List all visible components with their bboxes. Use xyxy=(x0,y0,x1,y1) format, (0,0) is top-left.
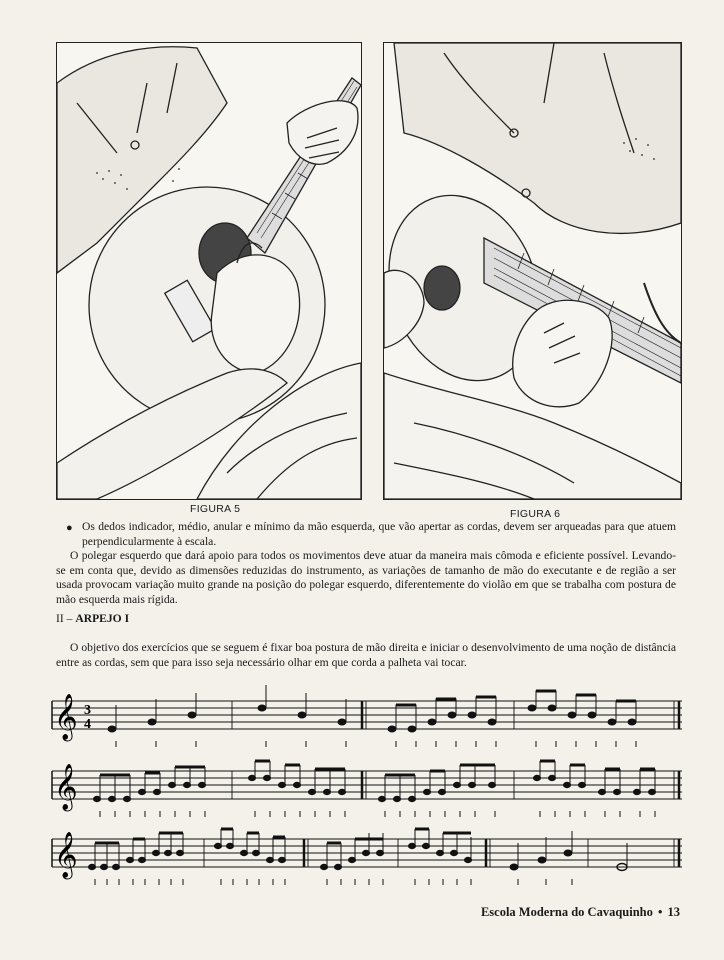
treble-clef-icon: 𝄞 xyxy=(54,832,78,878)
page-number: 13 xyxy=(667,905,680,919)
section-title: ARPEJO I xyxy=(75,612,130,625)
staff-2 xyxy=(52,755,682,825)
page-footer xyxy=(481,905,680,920)
music-staff-3 xyxy=(52,823,682,893)
guitar-hands-illustration-6 xyxy=(384,43,681,499)
staff-1 xyxy=(52,685,682,755)
paragraph-left-thumb: O polegar esquerdo que dará apoio para todos os movimentos deve atuar da maneira mais cômoda e eficiente possível. Levando-se em conta que, devido as dimensões reduzidas do instrumento, as variações de tamanho de mão do executante e de região a ser usada provocam variação muito grande na posição do polegar esquerdo, diferentemente do violão em que se trabalha com postura de mão esquerda mais rígida. xyxy=(56,549,676,606)
figure-6-caption: FIGURA 6 xyxy=(510,508,561,520)
bullet-paragraph xyxy=(56,520,676,549)
section-number: II – xyxy=(56,612,73,625)
time-signature-top: 3 xyxy=(84,703,91,718)
paragraph-objective: O objetivo dos exercícios que se seguem é fixar boa postura de mão direita e iniciar o desenvolvimento de uma noção de distância entre as cordas, sem que para isso seja necessário olhar em que corda a palheta vai tocar. xyxy=(56,641,676,669)
section-heading xyxy=(56,612,129,625)
book-title: Escola Moderna do Cavaquinho xyxy=(480,905,653,919)
music-staff-1 xyxy=(52,685,682,755)
time-signature-bottom: 4 xyxy=(84,717,91,732)
music-staff-2 xyxy=(52,755,682,825)
treble-clef-icon: 𝄞 xyxy=(54,694,78,740)
footer-bullet-icon: • xyxy=(657,905,663,919)
figure-5-caption: FIGURA 5 xyxy=(190,503,241,515)
figure-6 xyxy=(383,42,682,500)
guitar-hands-illustration-5 xyxy=(57,43,361,499)
bullet-dot-icon: ● xyxy=(66,522,73,534)
figure-5 xyxy=(56,42,362,500)
bullet-text: Os dedos indicador, médio, anular e mínimo da mão esquerda, que vão apertar as cordas, devem ser arqueadas para que atuem perpendicularmente à escala. xyxy=(82,520,676,548)
staff-3 xyxy=(52,823,682,893)
treble-clef-icon: 𝄞 xyxy=(54,764,78,810)
